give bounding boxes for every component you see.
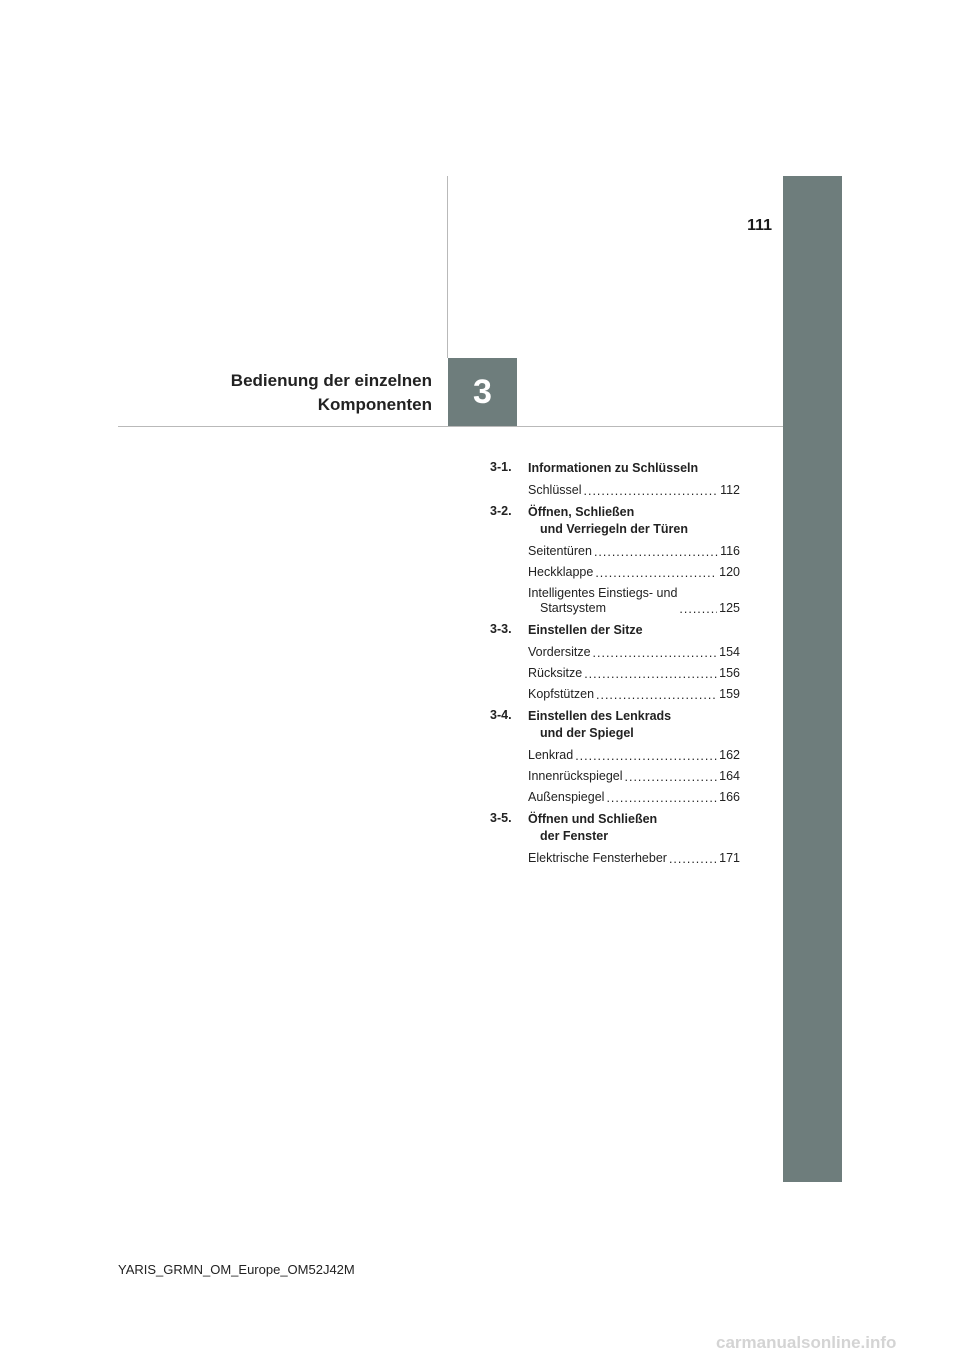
entry-page: 116 xyxy=(720,544,740,558)
toc-section[interactable] xyxy=(490,708,740,742)
entry-label: Innenrückspiegel xyxy=(528,769,623,783)
watermark: carmanualsonline.info xyxy=(716,1333,897,1352)
dot-leader xyxy=(584,668,717,681)
entry-label: Seitentüren xyxy=(528,544,592,558)
entry-page: 156 xyxy=(719,666,740,680)
entry-page: 112 xyxy=(720,483,740,497)
toc-entry[interactable] xyxy=(528,851,740,866)
section-title-cont: der Fenster xyxy=(540,829,609,843)
entry-label: Elektrische Fensterheber xyxy=(528,851,667,865)
section-title: Öffnen, Schließen xyxy=(528,505,635,519)
toc-entry[interactable] xyxy=(528,483,740,498)
footer-doc-id: YARIS_GRMN_OM_Europe_OM52J42M xyxy=(118,1262,355,1277)
chapter-title-line: Bedienung der einzelnen xyxy=(230,371,432,390)
toc-entry[interactable] xyxy=(528,544,740,559)
section-title: Informationen zu Schlüsseln xyxy=(528,461,699,475)
section-title: Einstellen des Lenkrads xyxy=(528,709,672,723)
side-tab xyxy=(783,176,842,1182)
section-number: 3-2. xyxy=(490,504,512,518)
entry-label: Außenspiegel xyxy=(528,790,605,804)
entry-page: 162 xyxy=(719,748,740,762)
section-title: Öffnen und Schließen xyxy=(528,812,658,826)
section-title-cont: und der Spiegel xyxy=(540,726,634,740)
section-number: 3-3. xyxy=(490,622,512,636)
section-number: 3-5. xyxy=(490,811,512,825)
entry-label: Rücksitze xyxy=(528,666,583,680)
entry-page: 166 xyxy=(719,790,740,804)
vertical-rule xyxy=(447,176,448,358)
dot-leader xyxy=(679,603,717,616)
section-title-cont: und Verriegeln der Türen xyxy=(540,522,688,536)
toc-section[interactable] xyxy=(490,504,740,538)
dot-leader xyxy=(606,792,717,805)
dot-leader xyxy=(596,689,717,702)
chapter-title-line: Komponenten xyxy=(317,395,432,414)
dot-leader xyxy=(584,485,719,498)
chapter-title xyxy=(180,369,432,417)
entry-label: Heckklappe xyxy=(528,565,594,579)
dot-leader xyxy=(594,546,718,559)
section-title: Einstellen der Sitze xyxy=(528,623,643,637)
toc-section[interactable] xyxy=(490,460,740,477)
entry-page: 164 xyxy=(719,769,740,783)
dot-leader xyxy=(595,567,717,580)
entry-label: Kopfstützen xyxy=(528,687,595,701)
dot-leader xyxy=(625,771,718,784)
toc-entry[interactable] xyxy=(528,687,740,702)
toc-entry[interactable] xyxy=(528,666,740,681)
page-number: 111 xyxy=(747,217,772,234)
chapter-number-box: 3 xyxy=(448,358,517,426)
entry-page: 125 xyxy=(719,601,740,615)
entry-label: Intelligentes Einstiegs- und xyxy=(528,586,678,600)
entry-label-cont: Startsystem xyxy=(540,601,606,615)
toc-entry[interactable] xyxy=(528,645,740,660)
entry-page: 159 xyxy=(719,687,740,701)
entry-page: 171 xyxy=(719,851,740,865)
entry-label: Vordersitze xyxy=(528,645,591,659)
toc-section[interactable] xyxy=(490,622,740,639)
toc-entry[interactable] xyxy=(528,586,740,616)
dot-leader xyxy=(575,750,717,763)
toc-entry[interactable] xyxy=(528,790,740,805)
entry-page: 120 xyxy=(719,565,740,579)
table-of-contents xyxy=(490,460,740,872)
toc-entry[interactable] xyxy=(528,565,740,580)
horizontal-rule xyxy=(118,426,783,427)
toc-entry[interactable] xyxy=(528,769,740,784)
toc-entry[interactable] xyxy=(528,748,740,763)
entry-label: Schlüssel xyxy=(528,483,582,497)
section-number: 3-4. xyxy=(490,708,512,722)
entry-label: Lenkrad xyxy=(528,748,574,762)
entry-page: 154 xyxy=(719,645,740,659)
section-number: 3-1. xyxy=(490,460,512,474)
toc-section[interactable] xyxy=(490,811,740,845)
dot-leader xyxy=(593,647,718,660)
dot-leader xyxy=(669,853,717,866)
